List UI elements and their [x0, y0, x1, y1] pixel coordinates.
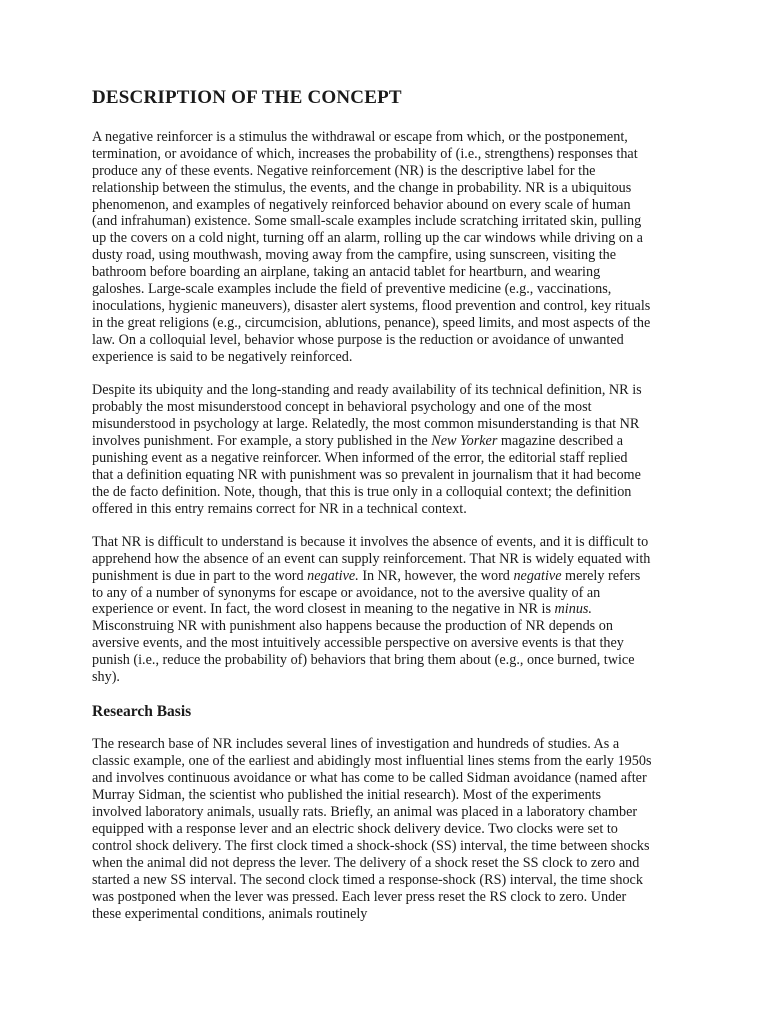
paragraph-research: The research base of NR includes several lines of investigation and hundreds of studies. As a classic example, one of the earliest and abidingly most influential lines stems from the early 1950s and involves continuous avoidance or what has come to be called Sidman avoidance (named after Murray Sidman, the scientist who published the initial research). Most of the experiments involved laboratory animals, usually rats. Briefly, an animal was placed in a laboratory chamber equipped with a response lever and an electric shock delivery device. Two clocks were set to control shock delivery. The first clock timed a shock-shock (SS) interval, the time between shocks when the animal did not depress the lever. The delivery of a shock reset the SS clock to zero and started a new SS interval. The second clock timed a response-shock (RS) interval, the time shock was postponed when the lever was pressed. Each lever press reset the RS clock to zero. Under these experimental conditions, animals routinely — [92, 736, 652, 922]
italic-run: New Yorker — [431, 432, 498, 449]
text-run: merely refers to any of a number of synonyms for escape or avoidance, not to the aversive quality of an experience or event. In fact, the word closest in meaning to the negative in NR is — [92, 567, 641, 618]
subsection-heading: Research Basis — [92, 703, 192, 721]
text-run: That NR is difficult to understand is because it involves the absence of events, and it is difficult to apprehend how the absence of an event can supply reinforcement. That NR is widely equated with punishment is due in part to the word — [92, 533, 651, 584]
paragraph-definition: A negative reinforcer is a stimulus the withdrawal or escape from which, or the postponement, termination, or avoidance of which, increases the probability of (i.e., strengthens) responses that produce any of these events. Negative reinforcement (NR) is the descriptive label for the relationship between the stimulus, the events, and the change in probability. NR is a ubiquitous phenomenon, and examples of negatively reinforced behavior abound on every scale of human (and infrahuman) existence. Some small-scale examples include scratching irritated skin, pulling up the covers on a cold night, turning off an alarm, rolling up the car windows while driving on a dusty road, using mouthwash, moving away from the campfire, using sunscreen, visiting the bathroom before boarding an airplane, taking an antacid tablet for heartburn, and wearing galoshes. Large-scale examples include the field of preventive medicine (e.g., vaccinations, inoculations, hygienic maneuvers), disaster alert systems, flood prevention and control, key rituals in the great religions (e.g., circumcision, ablutions, penance), speed limits, and most aspects of the law. On a colloquial level, behavior whose purpose is the reduction or avoidance of unwanted experience is said to be negatively reinforced. — [92, 128, 651, 366]
paragraph-difficulty — [92, 534, 652, 687]
document-page — [92, 86, 652, 939]
section-title: DESCRIPTION OF THE CONCEPT — [92, 87, 402, 108]
text-run: magazine described a punishing event as a negative reinforcer. When informed of the error, the editorial staff replied that a definition equating NR with punishment was so prevalent in journalism that it had become the de facto definition. Note, though, that this is true only in a colloquial context; the definition offered in this entry remains correct for NR in a technical context. — [92, 432, 641, 517]
italic-run: minus. — [554, 601, 592, 618]
text-run: Despite its ubiquity and the long-standing and ready availability of its technical definition, NR is probably the most misunderstood concept in behavioral psychology and one of the most misunderstood in psychology at large. Relatedly, the most common misunderstanding is that NR involves punishment. For example, a story published in the — [92, 382, 642, 449]
italic-run: negative. — [307, 567, 359, 584]
text-run: Misconstruing NR with punishment also happens because the production of NR depends on aversive events, and the most intuitively accessible perspective on aversive events is that they punish (i.e., reduce the probability of) behaviors that bring them about (e.g., once burned, twice shy). — [92, 618, 635, 686]
text-run: In NR, however, the word — [358, 567, 514, 584]
italic-run: negative — [513, 567, 562, 584]
paragraph-misunderstanding — [92, 382, 652, 518]
